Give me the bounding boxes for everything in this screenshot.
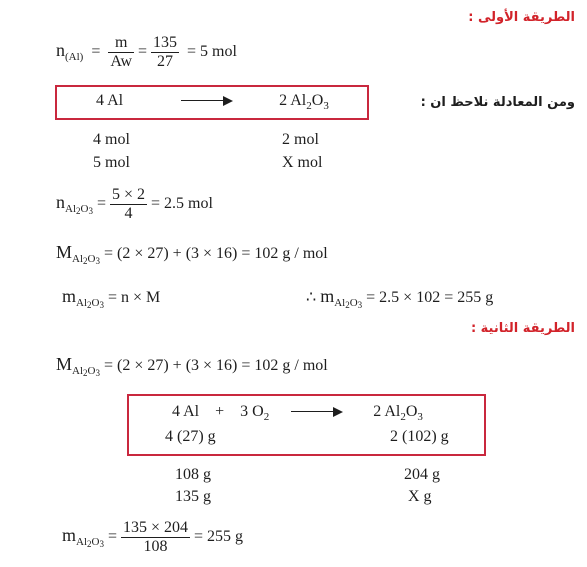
molar-mass-expression: = (2 × 27) + (3 × 16) = 102 g / mol [103, 357, 328, 374]
mass-fraction [121, 519, 190, 556]
ratio-right: X mol [282, 154, 323, 171]
reactant-al: 4 Al [96, 92, 124, 109]
m-symbol: M [56, 354, 73, 374]
reaction-arrow-icon [181, 95, 233, 107]
method1-heading: الطريقة الأولى : [468, 10, 575, 25]
product-mass: 2 (102) g [390, 428, 449, 445]
mass-final-result: = 255 g [194, 528, 244, 546]
formula-subscript: Al2O3 [65, 203, 93, 217]
n-symbol: n [56, 192, 65, 213]
fraction-numerator: 5 × 2 [111, 186, 146, 203]
n-result: = 2.5 mol [151, 195, 213, 213]
reactant-mass: 4 (27) g [165, 428, 216, 445]
molar-mass-line-2 [56, 354, 328, 378]
equals-sign: = [91, 43, 101, 61]
plus-sign: + [215, 403, 225, 420]
reactant-al: 4 Al [172, 403, 200, 420]
formula-subscript: Al2O3 [334, 297, 363, 310]
mass-result-expression: = 2.5 × 102 = 255 g [366, 289, 494, 306]
moles-formula [56, 34, 237, 71]
product-coef: 2 Al [279, 92, 307, 109]
ratio-row [93, 154, 130, 172]
ratio-left: 108 g [175, 466, 211, 483]
reaction-1 [96, 92, 329, 110]
ratio-left: 5 mol [93, 154, 130, 171]
mass-final-calculation [62, 519, 243, 556]
fraction-numerator: m [108, 34, 134, 53]
formula-subscript: Al2O3 [76, 297, 104, 310]
molar-mass-expression: = (2 × 27) + (3 × 16) = 102 g / mol [103, 245, 328, 262]
equals-sign: = [96, 195, 106, 213]
formula-subscript: Al2O3 [76, 536, 104, 550]
equation-note: ومن المعادلة نلاحظ ان : [420, 95, 575, 110]
mass-formula-expression: = n × M [107, 289, 161, 306]
ratio-right: 204 g [404, 466, 440, 483]
mass-formula [62, 286, 161, 310]
product-oxygen: O [311, 92, 324, 109]
moles-subscript: (Al) [65, 51, 84, 64]
method2-heading: الطريقة الثانية : [470, 321, 575, 336]
mass-result [306, 286, 494, 310]
mass-symbol: m [62, 525, 77, 546]
equals-sign: = [138, 43, 148, 61]
ratio-right: 2 mol [282, 131, 319, 148]
therefore-symbol: ∴ [306, 289, 317, 306]
ratio-fraction [110, 186, 147, 223]
ratio-row [282, 154, 322, 172]
reactant-o2: 3 $O_2$ [240, 403, 270, 423]
product-sub: 2 [306, 100, 312, 112]
ratio-row [282, 131, 319, 149]
formula-subscript: Al2O3 [72, 253, 100, 266]
product-al2o3: 2 $Al_2O_3$ [373, 403, 423, 423]
m-symbol: M [56, 242, 73, 262]
n-al2o3-calculation [56, 186, 213, 223]
equals-sign: = [107, 528, 117, 546]
ratio-right: X g [408, 488, 432, 505]
mass-symbol: m [320, 286, 335, 306]
fraction-denominator: Aw [110, 53, 132, 70]
fraction-denominator: 108 [143, 538, 168, 555]
moles-result: = 5 mol [187, 43, 237, 61]
fraction-denominator: 27 [157, 53, 174, 70]
product-al2o3 [279, 92, 329, 112]
fraction-denominator: 4 [124, 205, 133, 222]
formula-subscript: Al2O3 [72, 365, 100, 378]
mass-symbol: m [62, 286, 77, 306]
fraction-numerator: 135 × 204 [123, 519, 189, 536]
moles-symbol: n [56, 40, 65, 61]
product-sub: 3 [323, 100, 329, 112]
fraction-numerator: 135 [153, 34, 178, 51]
numeric-fraction [151, 34, 179, 71]
ratio-left: 135 g [175, 488, 211, 505]
ratio-left: 4 mol [93, 131, 130, 148]
mass-over-atomic-weight [108, 34, 134, 71]
ratio-row [93, 131, 130, 149]
reaction-arrow-icon [291, 406, 343, 418]
reaction-2 [172, 403, 423, 421]
molar-mass-line-1 [56, 242, 328, 266]
